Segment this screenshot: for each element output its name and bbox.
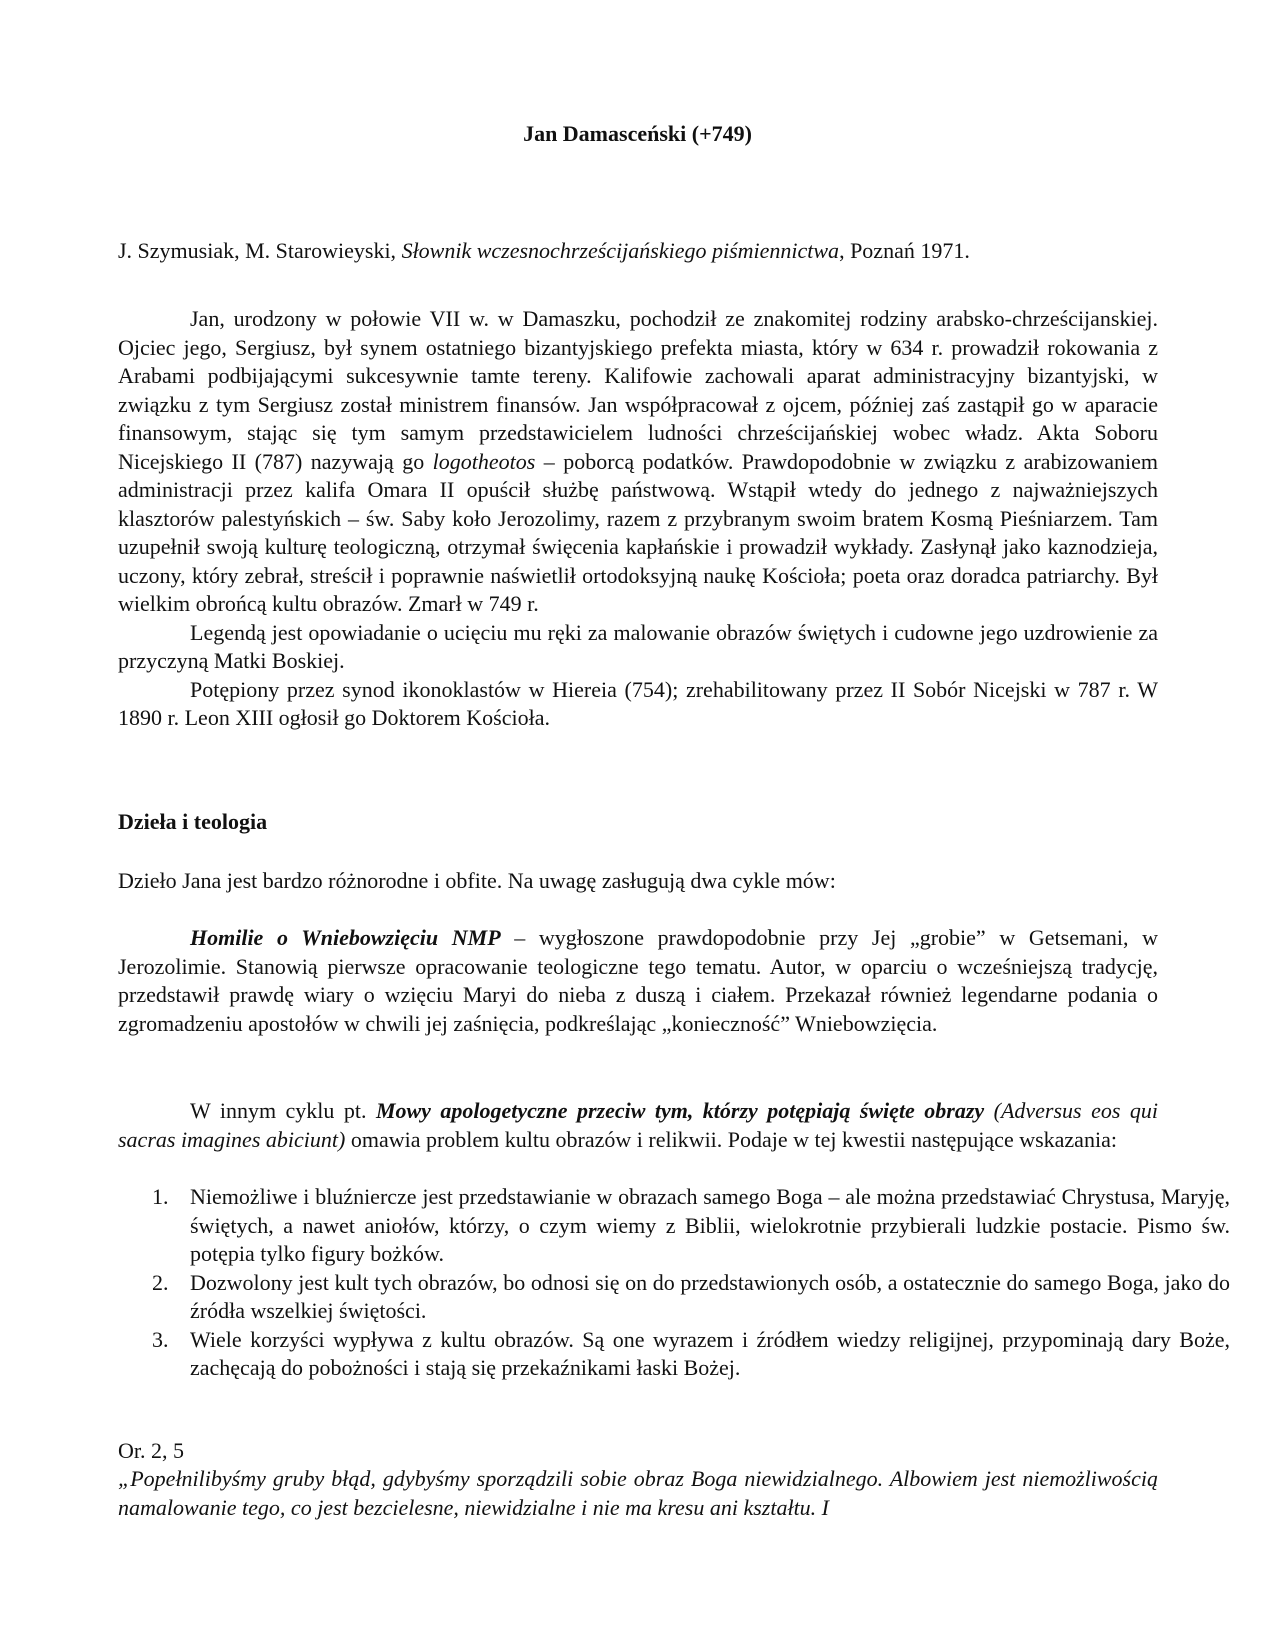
list-item-text: Wiele korzyści wypływa z kultu obrazów. Są one wyrazem i źródłem wiedzy religijnej, przypominają dary Boże, zachęcają do pobożności i stają się przekaźnikami łaski Bożej.: [190, 1326, 1230, 1380]
homily-title: Homilie o Wniebowzięciu NMP: [190, 925, 501, 950]
list-item-text: Dozwolony jest kult tych obrazów, bo odnosi się on do przedstawionych osób, a ostatecznie do samego Boga, jako do źródła wszelkiej świętości.: [190, 1269, 1230, 1323]
quotation: „Popełnilibyśmy gruby błąd, gdybyśmy sporządzili sobie obraz Boga niewidzialnego. Albowiem jest niemożliwością namalowanie tego, co jest bezcielesne, niewidzialne i nie ma kresu ani kształtu. I: [118, 1466, 1158, 1520]
oration-reference: Or. 2, 5: [118, 1438, 184, 1463]
list-number: 1.: [152, 1184, 169, 1209]
biography-section: [118, 305, 1158, 733]
apologetic-title: Mowy apologetyczne przeciw tym, którzy potępiają święte obrazy: [375, 1098, 985, 1123]
bibliographic-citation: [118, 237, 1158, 266]
latin-title: (Adversus eos qui sacras imagines abiciunt): [118, 1098, 1158, 1152]
apologetic-paragraph: [118, 1097, 1158, 1154]
works-intro: Dzieło Jana jest bardzo różnorodne i obfite. Na uwagę zasługują dwa cykle mów:: [118, 868, 836, 893]
biography-text-continued: – poborcą podatków. Prawdopodobnie w związku z arabizowaniem administracji przez kalifa Omara II opuścił służbę państwową. Wstąpił wtedy do jednego z najważniejszych klasztorów palestyńskich – św. Saby koło Jerozolimy, razem z przybranym swoim bratem Kosmą Pieśniarzem. Tam uzupełnił swoją kulturę teologiczną, otrzymał święcenia kapłańskie i prowadził wykłady. Zasłynął jako kaznodzieja, uczony, który zebrał, streścił i poprawnie naświetlił ortodoksyjną naukę Kościoła; poeta oraz doradca patriarchy. Był wielkim obrońcą kultu obrazów. Zmarł w 749 r.: [118, 448, 1158, 616]
citation-place-year: , Poznań 1971.: [839, 238, 970, 263]
list-item: [152, 1326, 1230, 1383]
list-item: [152, 1183, 1230, 1269]
citation-authors: J. Szymusiak, M. Starowieyski,: [118, 238, 397, 263]
homily-text: – wygłoszone prawdopodobnie przy Jej „grobie” w Getsemani, w Jerozolimie. Stanowią pierwsze opracowanie teologiczne tego tematu. Autor, w oparciu o wcześniejszą tradycję, przedstawił prawdę wiary o wzięciu Maryi do nieba z duszą i ciałem. Przekazał również legendarne podania o zgromadzeniu apostołów w chwili jej zaśnięcia, podkreślając „konieczność” Wniebowzięcia.: [118, 925, 1158, 1036]
apologetic-text: omawia problem kultu obrazów i relikwii. Podaje w tej kwestii następujące wskazania:: [345, 1126, 1117, 1152]
list-item: [152, 1269, 1230, 1326]
page-title: Jan Damasceński (+749): [523, 121, 752, 146]
legend-paragraph: Legendą jest opowiadanie o ucięciu mu ręki za malowanie obrazów świętych i cudowne jego uzdrowienie za przyczyną Matki Boskiej.: [118, 619, 1158, 673]
logotheotos-term: logotheotos: [432, 448, 536, 474]
list-item-text: Niemożliwe i bluźniercze jest przedstawianie w obrazach samego Boga – ale można przedstawiać Chrystusa, Maryję, świętych, a nawet aniołów, którzy, o czym wiemy z Biblii, wielokrotnie przybierali ludzkie postacie. Pismo św. potępia tylko figury bożków.: [190, 1184, 1230, 1266]
apologetic-lead: W innym cyklu pt.: [190, 1098, 376, 1123]
list-number: 2.: [152, 1269, 169, 1295]
condemnation-paragraph: Potępiony przez synod ikonoklastów w Hiereia (754); zrehabilitowany przez II Sobór Nicejski w 787 r. W 1890 r. Leon XIII ogłosił go Doktorem Kościoła.: [118, 676, 1158, 730]
homily-paragraph: [118, 924, 1158, 1038]
numbered-list: [118, 1183, 1230, 1383]
citation-book-title: Słownik wczesnochrześcijańskiego piśmiennictwa: [401, 238, 840, 263]
biography-paragraph: [118, 305, 1158, 619]
list-number: 3.: [152, 1326, 169, 1352]
biography-text: Jan, urodzony w połowie VII w. w Damaszku, pochodził ze znakomitej rodziny arabsko-chrześcijanskiej. Ojciec jego, Sergiusz, był synem ostatniego bizantyjskiego prefekta miasta, który w 634 r. prowadził rokowania z Arabami podbijającymi sukcesywnie tamte tereny. Kalifowie zachowali aparat administracyjny bizantyjski, w związku z tym Sergiusz został ministrem finansów. Jan współpracował z ojcem, później zaś zastąpił go w aparacie finansowym, stając się tym samym przedstawicielem ludności chrześcijańskiej wobec władz. Akta Soboru Nicejskiego II (787) nazywają go: [118, 306, 1158, 474]
section-heading: Dzieła i teologia: [118, 809, 268, 834]
